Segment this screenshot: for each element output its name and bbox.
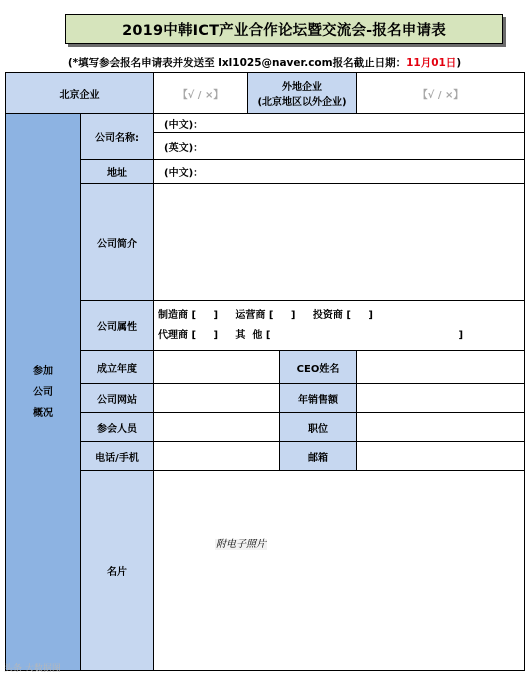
phone-field[interactable]	[154, 442, 280, 471]
address-label: 地址	[81, 160, 154, 184]
position-field[interactable]	[357, 413, 525, 442]
phone-label: 电话/手机	[81, 442, 154, 471]
other-enterprise-check[interactable]: 【√ / ×】	[357, 73, 525, 114]
company-intro-label: 公司简介	[81, 184, 154, 301]
website-label: 公司网站	[81, 384, 154, 413]
beijing-enterprise-label: 北京企业	[6, 73, 154, 114]
company-attributes-field[interactable]	[154, 301, 525, 351]
company-name-cn-field[interactable]: (中文)：	[154, 114, 525, 133]
business-card-label: 名片	[81, 471, 154, 671]
other-enterprise-line1: 外地企业	[282, 82, 322, 93]
attributes-line1: 制造商 [ ] 运营商 [ ] 投资商 [ ]	[158, 309, 373, 321]
note-suffix: )	[456, 57, 462, 69]
attendee-field[interactable]	[154, 413, 280, 442]
position-label: 职位	[280, 413, 357, 442]
ceo-name-label: CEO姓名	[280, 351, 357, 384]
other-enterprise-line2: (北京地区以外企业)	[257, 97, 347, 108]
company-name-label: 公司名称:	[81, 114, 154, 160]
section-label-company-overview: 参加 公司 概况	[6, 114, 81, 671]
annual-sales-label: 年销售额	[280, 384, 357, 413]
registration-table	[5, 72, 525, 671]
company-attributes-label: 公司属性	[81, 301, 154, 351]
submission-note	[0, 55, 529, 70]
form-title: 2019中韩ICT产业合作论坛暨交流会-报名申请表	[65, 14, 503, 44]
company-name-en-field[interactable]: (英文)：	[154, 133, 525, 160]
ceo-name-field[interactable]	[357, 351, 525, 384]
attach-photo-note: 附电子照片	[216, 539, 266, 550]
address-cn-field[interactable]: (中文)：	[154, 160, 525, 184]
business-card-field[interactable]	[154, 471, 525, 671]
annual-sales-field[interactable]	[357, 384, 525, 413]
attributes-line2: 代理商 [ ] 其 他 [ ]	[158, 329, 464, 341]
email-label: 邮箱	[280, 442, 357, 471]
deadline-date: 11月01日	[406, 57, 457, 69]
attendee-label: 参会人员	[81, 413, 154, 442]
email-field[interactable]	[357, 442, 525, 471]
founded-year-field[interactable]	[154, 351, 280, 384]
other-enterprise-label	[248, 73, 357, 114]
company-intro-field[interactable]	[154, 184, 525, 301]
website-field[interactable]	[154, 384, 280, 413]
watermark: 头条 大数据图	[4, 664, 61, 674]
beijing-enterprise-check[interactable]: 【√ / ×】	[154, 73, 248, 114]
note-prefix: (*填写参会报名申请表并发送至 lxl1025@naver.com报名截止日期：	[67, 57, 407, 69]
founded-year-label: 成立年度	[81, 351, 154, 384]
